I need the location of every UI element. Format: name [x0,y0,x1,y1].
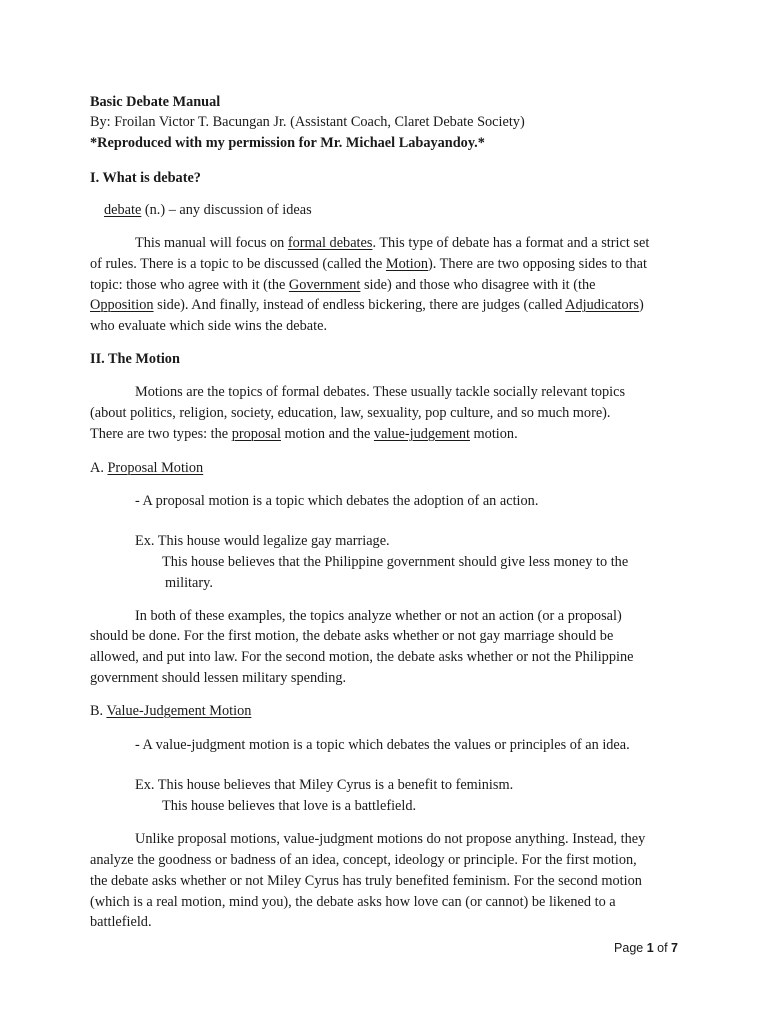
document-title: Basic Debate Manual [90,94,221,110]
paragraph-line: There are two types: the proposal motion and the value-judgement motion. [90,426,518,442]
paragraph-line: government should lessen military spending. [90,670,347,686]
paragraph-line: Motions are the topics of formal debates. These usually tackle socially relevant topics [135,384,626,400]
value-judgement-definition: - A value-judgment motion is a topic which debates the values or principles of an idea. [135,737,630,753]
paragraph-line: allowed, and put into law. For the second motion, the debate asks whether or not the Philippine [90,649,634,665]
term-formal-debates: formal debates [287,235,373,251]
example-line: This house believes that the Philippine government should give less money to the [162,554,629,570]
subsection-heading-proposal-motion: A. Proposal Motion [90,460,204,476]
paragraph-line: battlefield. [90,914,152,930]
subsection-heading-value-judgement-motion: B. Value-Judgement Motion [90,703,252,719]
page-number-footer: Page 1 of 7 [614,941,678,955]
example-line: Ex. This house believes that Miley Cyrus is a benefit to feminism. [135,777,514,793]
section-heading-what-is-debate: I. What is debate? [90,170,201,186]
term-motion: Motion [385,256,429,272]
paragraph-line: (which is a real motion, mind you), the debate asks how love can (or cannot) be likened to a [90,894,616,910]
term-value-judgement: value-judgement [373,426,470,442]
paragraph-line: Opposition side). And finally, instead of endless bickering, there are judges (called Adjudicators) [90,297,644,313]
paragraph-line: should be done. For the first motion, the debate asks whether or not gay marriage should be [90,628,614,644]
current-page-number: 1 [646,941,654,955]
term-adjudicators: Adjudicators [565,297,639,313]
paragraph-line: of rules. There is a topic to be discussed (called the Motion). There are two opposing sides to that [90,256,647,272]
paragraph-line: the debate asks whether or not Miley Cyrus has truly benefited feminism. For the second motion [90,873,642,889]
paragraph-line: topic: those who agree with it (the Government side) and those who disagree with it (the [90,277,596,293]
term-proposal: proposal [231,426,281,442]
definition-term: debate [104,202,142,218]
example-line: Ex. This house would legalize gay marriage. [135,533,390,549]
section-heading-the-motion: II. The Motion [90,351,180,367]
example-line: military. [165,575,213,591]
paragraph-line: (about politics, religion, society, education, law, sexuality, pop culture, and so much more). [90,405,611,421]
example-line: This house believes that love is a battlefield. [162,798,417,814]
paragraph-line: who evaluate which side wins the debate. [90,318,328,334]
total-pages: 7 [671,941,678,955]
debate-definition [104,200,312,220]
paragraph-line: analyze the goodness or badness of an idea, concept, ideology or principle. For the first motion, [90,852,637,868]
paragraph-line: This manual will focus on formal debates. This type of debate has a format and a strict set [135,235,650,251]
term-government: Government [288,277,361,293]
paragraph-line: Unlike proposal motions, value-judgment motions do not propose anything. Instead, they [135,831,646,847]
proposal-definition: - A proposal motion is a topic which debates the adoption of an action. [135,493,539,509]
term-opposition: Opposition [90,297,154,313]
paragraph-line: In both of these examples, the topics analyze whether or not an action (or a proposal) [135,608,622,624]
author-byline: By: Froilan Victor T. Bacungan Jr. (Assistant Coach, Claret Debate Society) [90,114,525,130]
permission-note: *Reproduced with my permission for Mr. Michael Labayandoy.* [90,135,485,151]
definition-text: (n.) – any discussion of ideas [141,202,312,218]
